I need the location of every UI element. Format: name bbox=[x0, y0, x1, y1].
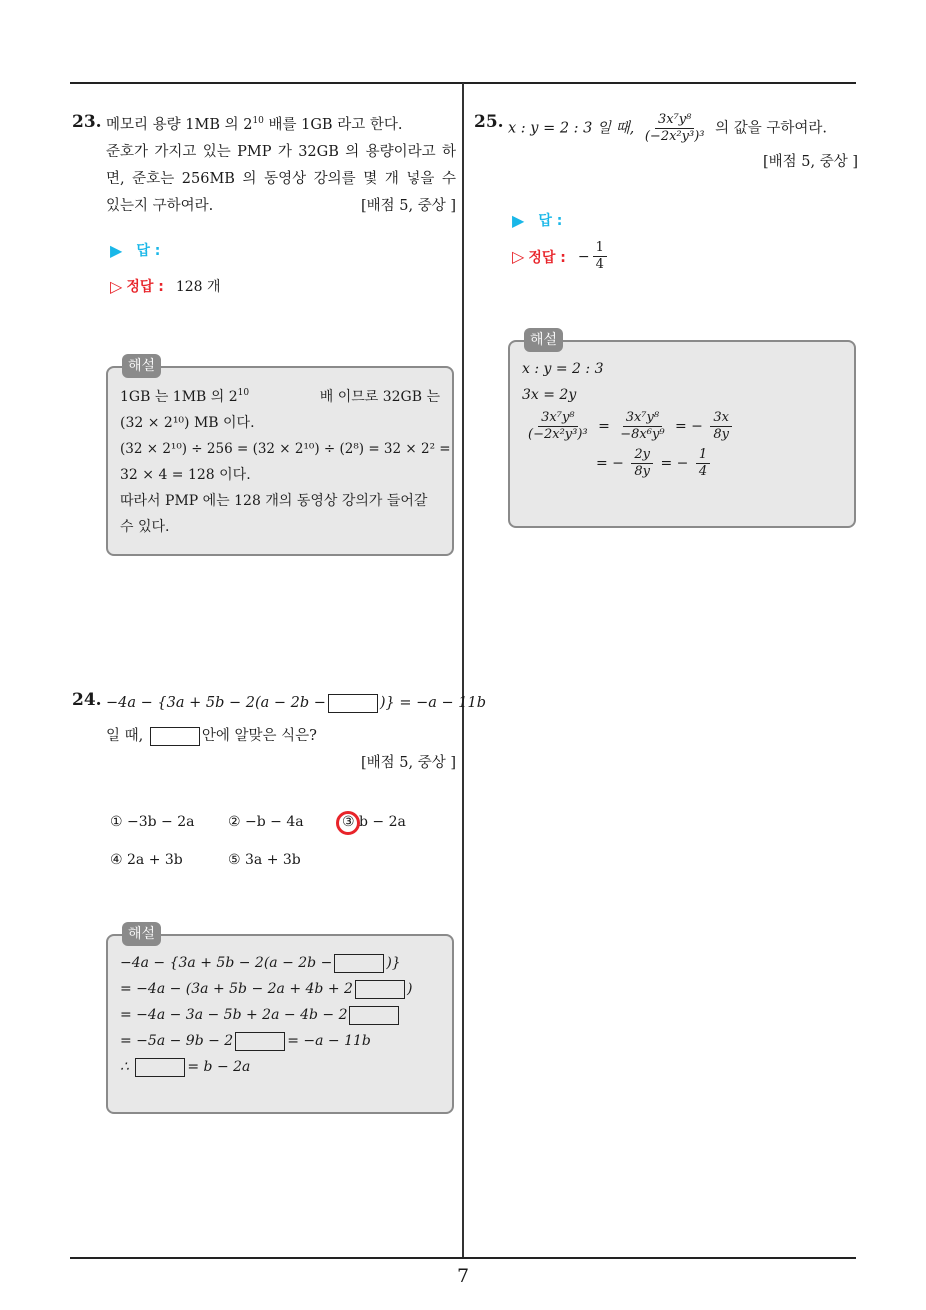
q25-text-b: 의 값을 구하여라. bbox=[715, 120, 827, 137]
column-divider bbox=[462, 83, 464, 1258]
blank-box bbox=[355, 980, 405, 999]
outline-triangle-icon: ▷ bbox=[110, 276, 123, 296]
correct-sign: − bbox=[577, 248, 590, 265]
q24-eq-right: )} = −a − 11b bbox=[379, 695, 487, 711]
frac-den: −8x⁶y⁹ bbox=[620, 427, 665, 442]
q24-line2b: 안에 알맞은 식은? bbox=[201, 728, 317, 744]
sol-line: 따라서 PMP 에는 128 개의 동영상 강의가 들어갈 bbox=[120, 493, 428, 509]
question-number: 25. bbox=[474, 112, 504, 132]
frac-den: 8y bbox=[634, 464, 650, 479]
sol-line: (32 × 2¹⁰) ÷ 256 = (32 × 2¹⁰) ÷ (2⁸) = 32 × 2² = bbox=[120, 441, 451, 457]
question-text bbox=[508, 112, 858, 173]
points-label: [배점 5, 중상 ] bbox=[762, 154, 858, 170]
correct-answer-line bbox=[110, 276, 221, 296]
solution-tag: 해설 bbox=[122, 354, 161, 378]
blank-box bbox=[334, 954, 384, 973]
q23-line3: 면, 준호는 256MB 의 동영상 강의를 몇 개 넣을 수 bbox=[106, 171, 456, 187]
sol-line: = −4a − 3a − 5b + 2a − 4b − 2 bbox=[120, 1007, 348, 1023]
sol-line: ) bbox=[406, 981, 413, 997]
frac-den: 4 bbox=[698, 464, 708, 479]
frac-num: 2y bbox=[631, 447, 653, 464]
blank-box bbox=[150, 727, 200, 746]
solution-tag: 해설 bbox=[524, 328, 563, 352]
answer-line bbox=[512, 210, 562, 230]
frac-num: 3x⁷y⁸ bbox=[655, 112, 694, 129]
sol-line: = −a − 11b bbox=[287, 1033, 371, 1049]
choice-5[interactable]: ⑤ 3a + 3b bbox=[228, 852, 301, 868]
solution-tag: 해설 bbox=[122, 922, 161, 946]
frac-den: (−2x²y³)³ bbox=[644, 129, 705, 144]
equals-neg: = − bbox=[674, 418, 703, 435]
sol-line: = b − 2a bbox=[187, 1059, 251, 1075]
sol-line: 32 × 4 = 128 이다. bbox=[120, 467, 251, 483]
outline-triangle-icon: ▷ bbox=[512, 247, 525, 266]
sol-line: )} bbox=[386, 955, 401, 971]
question-text bbox=[106, 690, 487, 777]
blank-box bbox=[349, 1006, 399, 1025]
equals: = bbox=[598, 418, 610, 435]
equals-neg: = − bbox=[660, 455, 689, 472]
solution-box-23 bbox=[106, 358, 454, 556]
choice-1[interactable]: ① −3b − 2a bbox=[110, 814, 195, 830]
page-number: 7 bbox=[456, 1265, 470, 1287]
q23-line1-end: 배를 1GB 라고 한다. bbox=[263, 117, 403, 133]
frac-den: (−2x²y³)³ bbox=[528, 427, 588, 442]
correct-value: 128 개 bbox=[175, 279, 221, 295]
sol-line: (32 × 2¹⁰) MB 이다. bbox=[120, 415, 255, 431]
correct-fraction bbox=[593, 240, 607, 273]
frac-num: 3x bbox=[710, 410, 732, 427]
sol-line: x : y = 2 : 3 bbox=[522, 361, 604, 377]
sol-line: −4a − {3a + 5b − 2(a − 2b − bbox=[120, 955, 333, 971]
q23-line2: 준호가 가지고 있는 PMP 가 32GB 의 용량이라고 하 bbox=[106, 144, 456, 160]
frac-num: 3x⁷y⁸ bbox=[538, 410, 577, 427]
bottom-rule bbox=[70, 1257, 856, 1259]
frac-den: 8y bbox=[713, 427, 729, 442]
sol-line: 수 있다. bbox=[120, 519, 170, 535]
correct-answer-line bbox=[512, 240, 610, 273]
q23-line1: 메모리 용량 1MB 의 2 bbox=[106, 117, 253, 133]
correct-label: 정답 : bbox=[126, 279, 164, 295]
solution-box-25 bbox=[508, 332, 856, 528]
frac-num: 3x⁷y⁸ bbox=[623, 410, 662, 427]
points-label: [배점 5, 중상 ] bbox=[360, 198, 456, 214]
correct-label: 정답 : bbox=[528, 249, 566, 266]
question-23 bbox=[72, 112, 456, 296]
sol-line: 1GB 는 1MB 의 2 bbox=[120, 389, 238, 405]
answer-line bbox=[110, 240, 160, 260]
sol-line-3 bbox=[522, 410, 842, 443]
question-25 bbox=[474, 112, 858, 272]
frac-num: 1 bbox=[696, 447, 710, 464]
frac-num: 1 bbox=[593, 240, 607, 257]
frac-den: 4 bbox=[595, 257, 604, 272]
answer-label: 답 : bbox=[538, 213, 563, 229]
selected-circle-icon bbox=[336, 811, 360, 835]
answer-label: 답 : bbox=[136, 243, 161, 259]
q23-line4: 있는지 구하여라. bbox=[106, 198, 214, 214]
sol-line: = −4a − (3a + 5b − 2a + 4b + 2 bbox=[120, 981, 353, 997]
choice-4[interactable]: ④ 2a + 3b bbox=[110, 852, 183, 868]
q25-text-a: x : y = 2 : 3 일 때, bbox=[508, 120, 635, 137]
sol-line: 3x = 2y bbox=[522, 387, 577, 403]
question-text bbox=[106, 112, 456, 220]
blank-box bbox=[235, 1032, 285, 1051]
question-number: 23. bbox=[72, 112, 102, 132]
q24-eq-left: −4a − {3a + 5b − 2(a − 2b − bbox=[106, 695, 326, 711]
sol-line-4 bbox=[522, 447, 842, 480]
therefore-symbol: ∴ bbox=[120, 1059, 129, 1075]
choice-3[interactable] bbox=[342, 814, 406, 830]
sol-sup: 10 bbox=[237, 388, 250, 398]
question-24 bbox=[72, 690, 487, 868]
points-label: [배점 5, 중상 ] bbox=[360, 755, 456, 771]
blank-box bbox=[328, 694, 378, 713]
blank-box bbox=[135, 1058, 185, 1077]
sol-line: 배 이므로 32GB 는 bbox=[319, 389, 440, 405]
choice-3-label: ③ b − 2a bbox=[342, 814, 406, 830]
equals-neg: = − bbox=[596, 455, 624, 472]
q25-fraction bbox=[642, 112, 708, 145]
play-triangle-icon: ▶ bbox=[512, 210, 525, 230]
sol-line: = −5a − 9b − 2 bbox=[120, 1033, 234, 1049]
q23-line1-sup: 10 bbox=[252, 116, 264, 126]
q24-line2a: 일 때, bbox=[106, 728, 144, 744]
question-number: 24. bbox=[72, 690, 102, 710]
solution-box-24 bbox=[106, 926, 454, 1114]
play-triangle-icon: ▶ bbox=[110, 240, 123, 260]
choice-2[interactable]: ② −b − 4a bbox=[228, 814, 304, 830]
